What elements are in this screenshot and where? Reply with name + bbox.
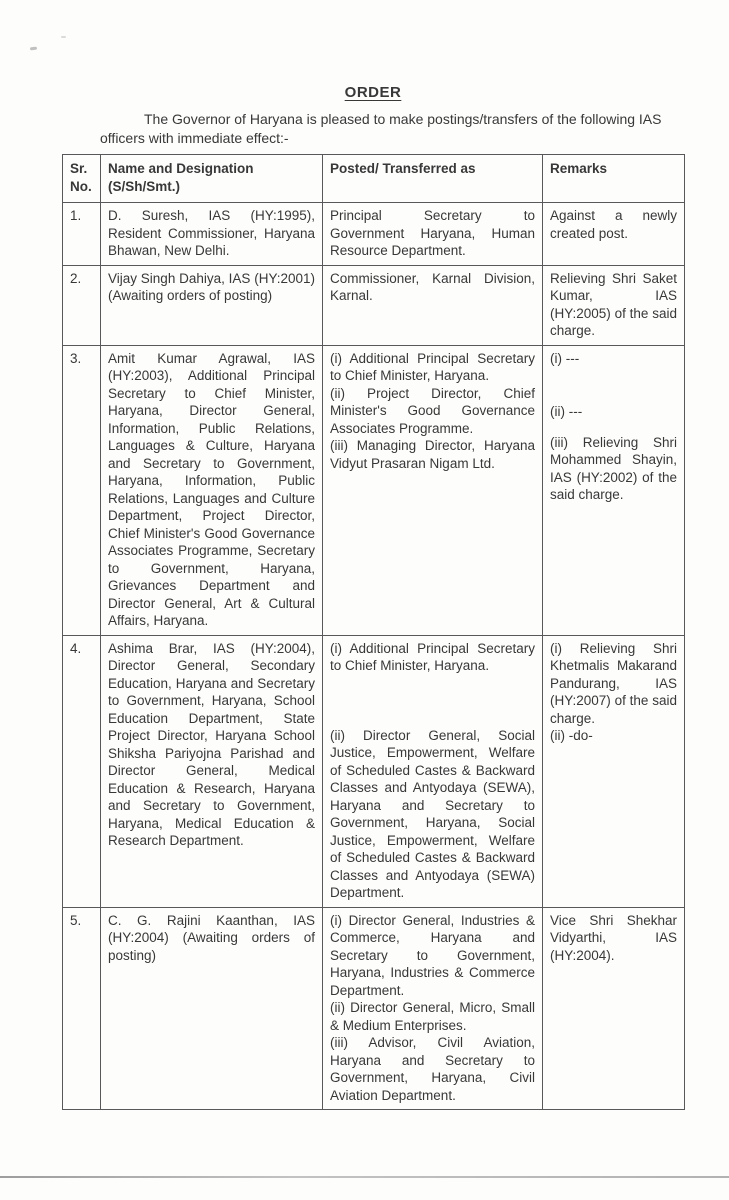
remark-item: Relieving Shri Saket Kumar, IAS (HY:2005) of the said charge. [550, 270, 677, 338]
remark-item: (ii) --- [550, 404, 583, 419]
officer-name-text: C. G. Rajini Kaanthan, IAS (HY:2004) (Awaiting orders of posting) [108, 912, 315, 963]
table-row-5 [63, 907, 685, 1110]
cell-name [101, 907, 323, 1110]
cell-sr: 5. [63, 907, 101, 1110]
officer-name-text: Vijay Singh Dahiya, IAS (HY:2001) (Awaiting orders of posting) [108, 270, 315, 303]
posting-item: (iii) Managing Director, Haryana Vidyut Prasaran Nigam Ltd. [330, 438, 535, 471]
table-row-4 [63, 635, 685, 907]
officer-name-text: Ashima Brar, IAS (HY:2004), Director General, Secondary Education, Haryana and Secretary to Government, Haryana, School Education Department, State Project Director, Haryana School Shiksha Pariyojna Parishad and Director General, Medical Education & Research, Haryana and Secretary to Government, Haryana, Medical Education & Research Department. [108, 640, 315, 848]
officer-name-text: Amit Kumar Agrawal, IAS (HY:2003), Additional Principal Secretary to Chief Minister, Haryana, Director General, Information, Public Relations, Languages & Culture, Haryana and Secretary to Government, Haryana, Information, Public Relations, Languages and Culture Department, Project Director, Chief Minister's Good Governance Associates Programme, Secretary to Government, Haryana, Grievances Department and Director General, Art & Cultural Affairs, Haryana. [108, 350, 315, 628]
cell-posted [323, 635, 543, 907]
cell-remarks [543, 203, 685, 266]
posting-item: (iii) Advisor, Civil Aviation, Haryana and Secretary to Government, Haryana, Civil Aviation Department. [330, 1035, 535, 1103]
table-body [63, 203, 685, 1110]
cell-remarks [543, 265, 685, 345]
scan-page-edge-line [0, 1176, 729, 1178]
posting-item: (i) Additional Principal Secretary to Chief Minister, Haryana. [330, 350, 535, 383]
posting-item: (i) Director General, Industries & Commerce, Haryana and Secretary to Government, Haryana, Industries & Commerce Department. [330, 912, 535, 998]
posting-item: (ii) Director General, Micro, Small & Medium Enterprises. [330, 1000, 535, 1033]
posting-item: (i) Additional Principal Secretary to Chief Minister, Haryana. [330, 640, 535, 673]
header-name-line2: (S/Sh/Smt.) [108, 178, 181, 194]
posting-item: Principal Secretary to Government Haryana, Human Resource Department. [330, 208, 535, 258]
remark-item: Against a newly created post. [550, 208, 677, 241]
order-title: ORDER [344, 84, 402, 101]
header-remarks: Remarks [543, 155, 685, 203]
scan-speck [30, 47, 37, 51]
cell-posted [323, 203, 543, 266]
posting-item: (ii) Project Director, Chief Minister's Good Governance Associates Programme. [330, 385, 535, 436]
header-sr-line1: Sr. [70, 161, 88, 176]
cell-sr: 4. [63, 635, 101, 907]
scan-speck [61, 36, 66, 38]
postings-table [62, 154, 685, 1110]
cell-sr: 3. [63, 345, 101, 635]
cell-remarks [543, 907, 685, 1110]
table-header [63, 155, 685, 203]
cell-sr: 2. [63, 265, 101, 345]
header-posted-transferred: Posted/ Transferred as [323, 155, 543, 203]
cell-name [101, 265, 323, 345]
cell-remarks [543, 345, 685, 635]
remark-item: (i) --- [550, 350, 580, 366]
header-name-designation [101, 155, 323, 203]
cell-name [101, 345, 323, 635]
cell-sr: 1. [63, 203, 101, 266]
remark-item: (i) Relieving Shri Khetmalis Makarand Pandurang, IAS (HY:2007) of the said charge. [550, 640, 677, 726]
posting-item: (ii) Director General, Social Justice, Empowerment, Welfare of Scheduled Castes & Backward Classes and Antyodaya (SEWA), Haryana and Secretary to Government, Haryana, Social Justice, Empowerment, Welfare of Scheduled Castes & Backward Classes and Antyodaya (SEWA) Department. [330, 727, 535, 900]
officer-name-text: D. Suresh, IAS (HY:1995), Resident Commissioner, Haryana Bhawan, New Delhi. [108, 208, 315, 258]
table-row-2 [63, 265, 685, 345]
intro-paragraph: The Governor of Haryana is pleased to make postings/transfers of the following IAS officers with immediate effect:- [100, 111, 662, 146]
remark-item: (ii) -do- [550, 728, 593, 743]
table-row-3 [63, 345, 685, 635]
header-row [63, 155, 685, 203]
cell-name [101, 203, 323, 266]
table-row-1 [63, 203, 685, 266]
header-sr-no [63, 155, 101, 203]
cell-remarks [543, 635, 685, 907]
header-sr-line2: No. [70, 178, 92, 194]
remark-item: Vice Shri Shekhar Vidyarthi, IAS (HY:2004). [550, 912, 677, 963]
remark-item: (iii) Relieving Shri Mohammed Shayin, IAS (HY:2002) of the said charge. [550, 434, 677, 502]
posting-item: Commissioner, Karnal Division, Karnal. [330, 270, 535, 303]
cell-posted [323, 265, 543, 345]
header-name-line1: Name and Designation [108, 161, 254, 176]
cell-name [101, 635, 323, 907]
cell-posted [323, 907, 543, 1110]
cell-posted [323, 345, 543, 635]
